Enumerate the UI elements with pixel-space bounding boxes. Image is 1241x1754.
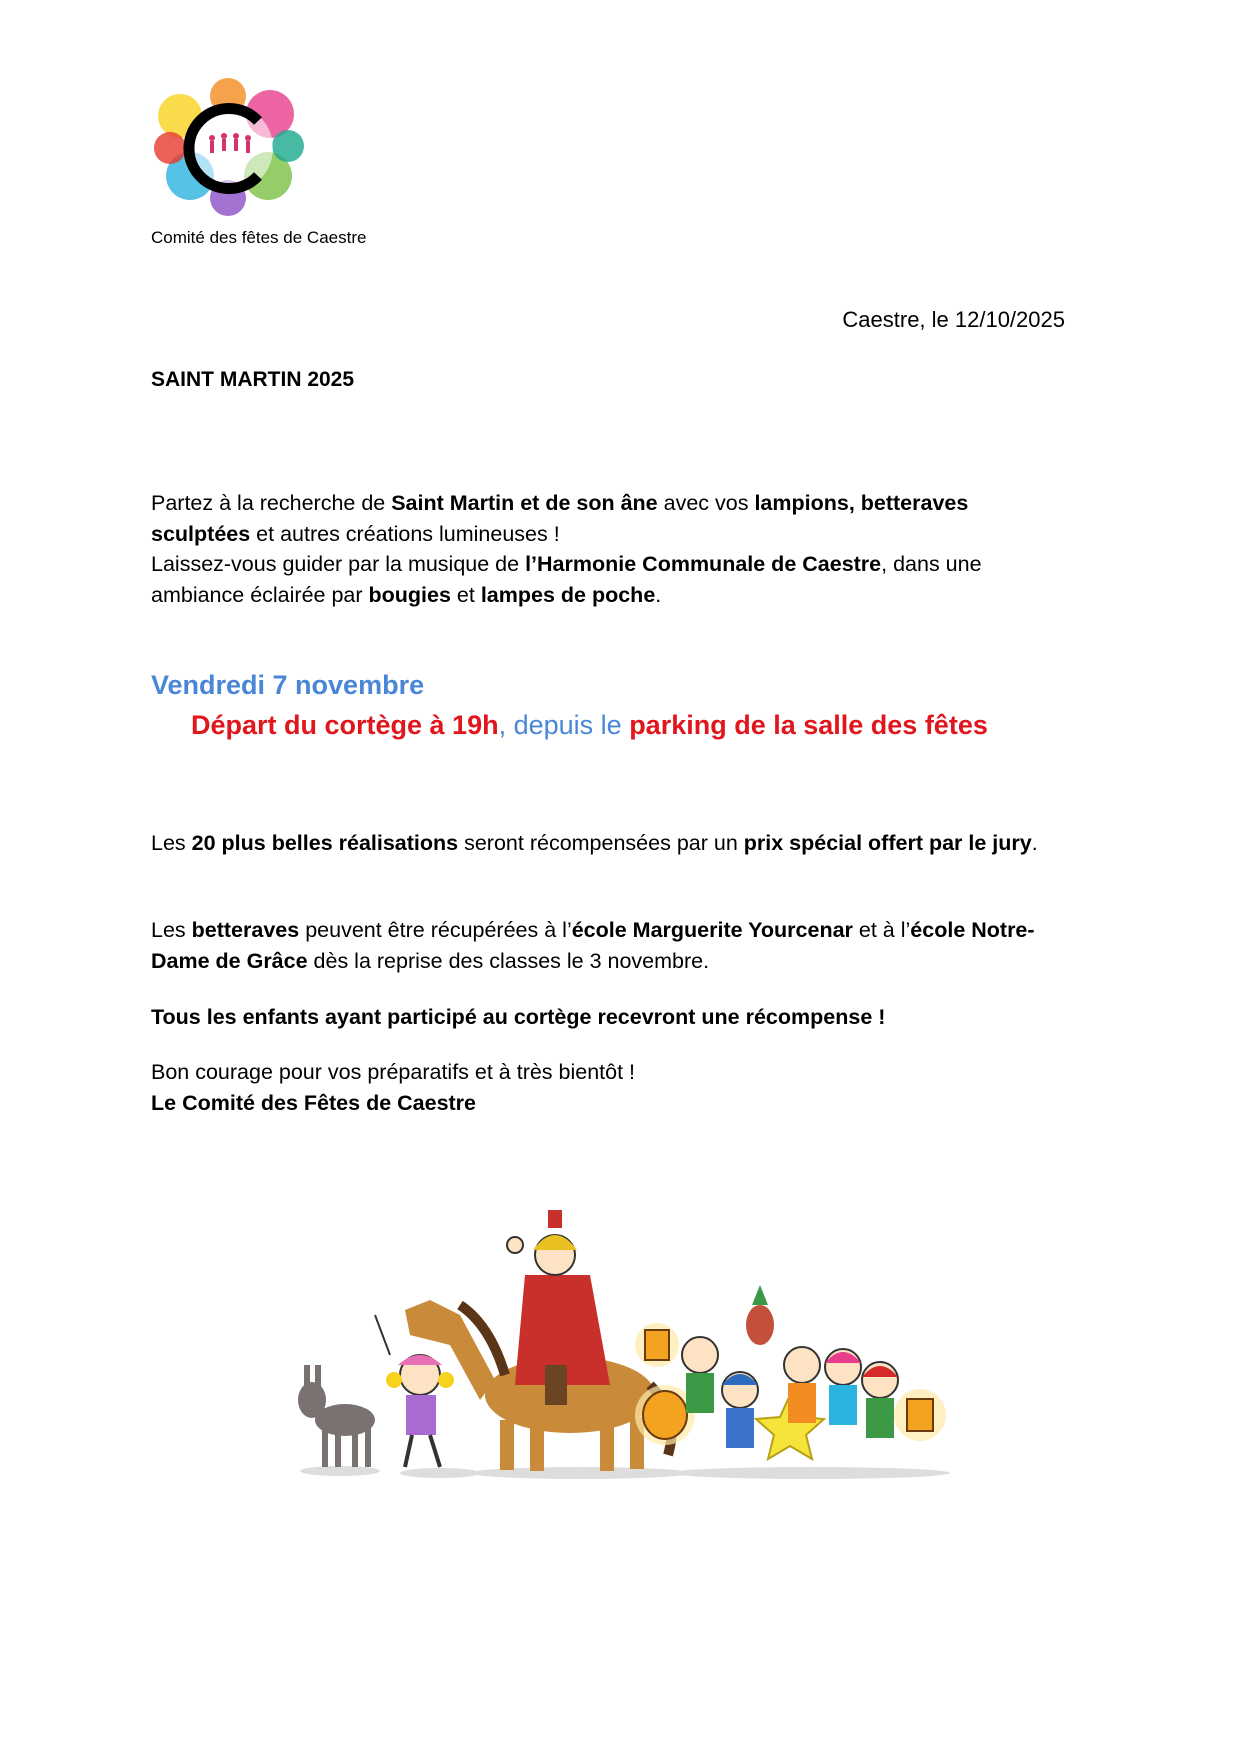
saint-martin-figure — [507, 1210, 610, 1405]
closing-line: Bon courage pour vos préparatifs et à très bientôt ! — [151, 1060, 636, 1084]
prizes-paragraph: Les 20 plus belles réalisations seront récompensées par un prix spécial offert par le jury. — [151, 831, 1038, 855]
signature: Le Comité des Fêtes de Caestre — [151, 1090, 477, 1115]
intro-paragraph: Partez à la recherche de Saint Martin et de son âne avec vos lampions, betteraves sculptées et autres créations lumineuses ! Laissez-vous guider par la musique de l’Harmonie Communale de Caestre, dans une ambiance éclairée par bougies et lampes de poche. — [151, 491, 982, 607]
event-departure-line: Départ du cortège à 19h, depuis le parking de la salle des fêtes — [191, 710, 988, 740]
procession-illustration — [290, 1205, 975, 1495]
all-children-reward: Tous les enfants ayant participé au cortège recevront une récompense ! — [151, 1005, 886, 1029]
date-line: Caestre, le 12/10/2025 — [842, 307, 1065, 332]
event-date: Vendredi 7 novembre — [151, 670, 425, 700]
organization-name: Comité des fêtes de Caestre — [151, 228, 367, 247]
beets-paragraph: Les betteraves peuvent être récupérées à l’école Marguerite Yourcenar et à l’école Notre-Dame de Grâce dès la reprise des classes le 3 novembre. — [151, 918, 1035, 973]
donkey-figure — [298, 1365, 375, 1467]
letter-title: SAINT MARTIN 2025 — [151, 368, 355, 391]
closing-paragraph — [151, 1057, 1071, 1118]
comite-logo — [150, 76, 308, 218]
